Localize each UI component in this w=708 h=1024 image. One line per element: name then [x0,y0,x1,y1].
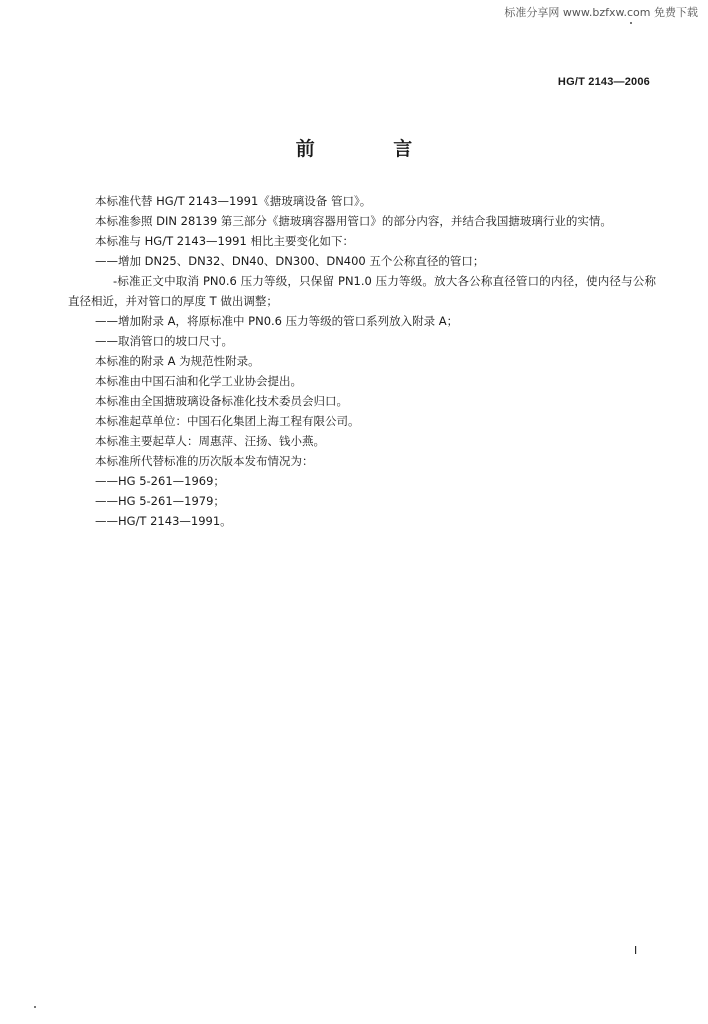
watermark-text: 标准分享网 www.bzfxw.com 免费下载 [504,6,698,19]
history-item: ——HG 5-261—1979； [95,494,225,508]
page-title: 前 言 [295,138,449,160]
paragraph-centralized-by: 本标准由全国搪玻璃设备标准化技术委员会归口。 [95,394,348,408]
history-item: ——HG 5-261—1969； [95,474,225,488]
paragraph-appendix-normative: 本标准的附录 A 为规范性附录。 [95,354,260,368]
page-number: Ⅰ [634,945,638,957]
scan-speck [630,22,632,24]
paragraph-drafting-unit: 本标准起草单位：中国石化集团上海工程有限公司。 [95,414,360,428]
paragraph-replaces: 本标准代替 HG/T 2143—1991《搪玻璃设备 管口》。 [95,194,372,208]
change-item-add-appendix: ——增加附录 A，将原标准中 PN0.6 压力等级的管口系列放入附录 A； [95,314,459,328]
paragraph-proposed-by: 本标准由中国石油和化学工业协会提出。 [95,374,302,388]
paragraph-changes-intro: 本标准与 HG/T 2143—1991 相比主要变化如下： [95,234,354,248]
foreword-body [68,191,656,531]
paragraph-main-drafters: 本标准主要起草人：周惠萍、汪扬、钱小燕。 [95,434,325,448]
standard-code: HG/T 2143—2006 [557,76,650,88]
change-item-remove-bevel: ——取消管口的坡口尺寸。 [95,334,233,348]
change-item-add-sizes: ——增加 DN25、DN32、DN40、DN300、DN400 五个公称直径的管口； [95,254,485,268]
change-item-pressure-class: -标准正文中取消 PN0.6 压力等级，只保留 PN1.0 压力等级。放大各公称直径管口的内径，使内径与公称直径相近，并对管口的厚度 T 做出调整； [68,274,656,308]
history-item: ——HG/T 2143—1991。 [95,514,232,528]
paragraph-history-intro: 本标准所代替标准的历次版本发布情况为： [95,454,314,468]
paragraph-reference: 本标准参照 DIN 28139 第三部分《搪玻璃容器用管口》的部分内容，并结合我国搪玻璃行业的实情。 [95,214,612,228]
scan-speck [34,1006,36,1008]
